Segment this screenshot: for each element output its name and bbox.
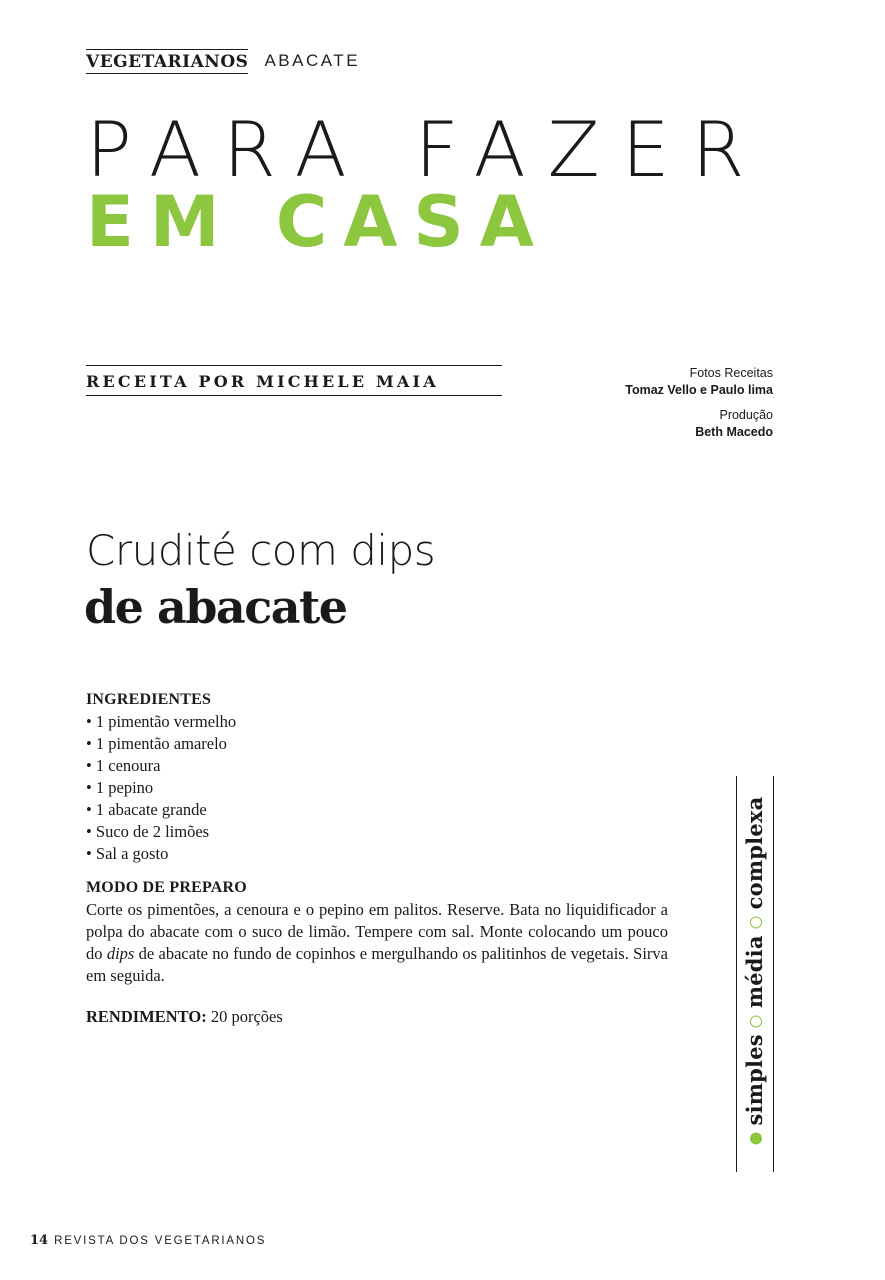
page-title-line-2: EM CASA	[86, 181, 550, 263]
production-label: Produção	[719, 408, 773, 422]
ingredient-item: • 1 pepino	[86, 778, 154, 797]
method-text-italic: dips	[106, 944, 135, 963]
difficulty-simples: simples	[742, 1034, 767, 1126]
section-label: VEGETARIANOS	[86, 49, 248, 74]
filled-circle-icon	[750, 1132, 762, 1144]
recipe-title-line-2: de abacate	[84, 580, 347, 634]
difficulty-levels	[743, 797, 767, 1152]
photo-credits	[625, 365, 773, 441]
page-footer	[30, 1233, 266, 1248]
empty-circle-icon	[750, 916, 762, 928]
page-number: 14	[30, 1233, 49, 1248]
ingredient-item: • 1 pimentão vermelho	[86, 712, 237, 731]
method-heading: MODO DE PREPARO	[86, 879, 247, 896]
recipe-content	[86, 689, 668, 1028]
yield-label: RENDIMENTO:	[86, 1007, 207, 1026]
publication-name: REVISTA DOS VEGETARIANOS	[54, 1235, 267, 1247]
ingredient-item: • 1 pimentão amarelo	[86, 734, 227, 753]
ingredient-item: • Suco de 2 limões	[86, 822, 210, 841]
empty-circle-icon	[750, 1015, 762, 1027]
difficulty-media: média	[742, 935, 767, 1009]
ingredient-item: • Sal a gosto	[86, 844, 169, 863]
difficulty-complexa: complexa	[742, 796, 767, 910]
method-text	[86, 899, 668, 987]
difficulty-scale	[736, 776, 774, 1172]
photos-names: Tomaz Vello e Paulo lima	[625, 383, 773, 397]
ingredient-item: • 1 abacate grande	[86, 800, 207, 819]
page-title-line-1: PARA FAZER	[86, 105, 767, 194]
production-name: Beth Macedo	[695, 425, 773, 439]
yield-value: 20 porções	[206, 1007, 283, 1026]
ingredients-heading: INGREDIENTES	[86, 691, 212, 708]
method-text-part-2: de abacate no fundo de copinhos e mergulhando os palitinhos de vegetais. Sirva em seguida.	[86, 944, 668, 985]
yield-line	[86, 1006, 668, 1028]
ingredients-list	[86, 711, 668, 865]
recipe-title-line-1: Crudité com dips	[86, 526, 436, 575]
ingredient-item: • 1 cenoura	[86, 756, 161, 775]
photos-label: Fotos Receitas	[689, 366, 773, 380]
recipe-byline: RECEITA POR MICHELE MAIA	[86, 365, 502, 396]
section-kicker	[86, 46, 360, 76]
method-text-part-1: Corte os pimentões, a cenoura e o pepino em palitos. Reserve. Bata no liquidificador a polpa do abacate com o suco de limão. Tempere com sal. Monte colocando um pouco do	[86, 900, 668, 963]
topic-label: ABACATE	[264, 51, 361, 70]
method-section	[86, 877, 668, 987]
